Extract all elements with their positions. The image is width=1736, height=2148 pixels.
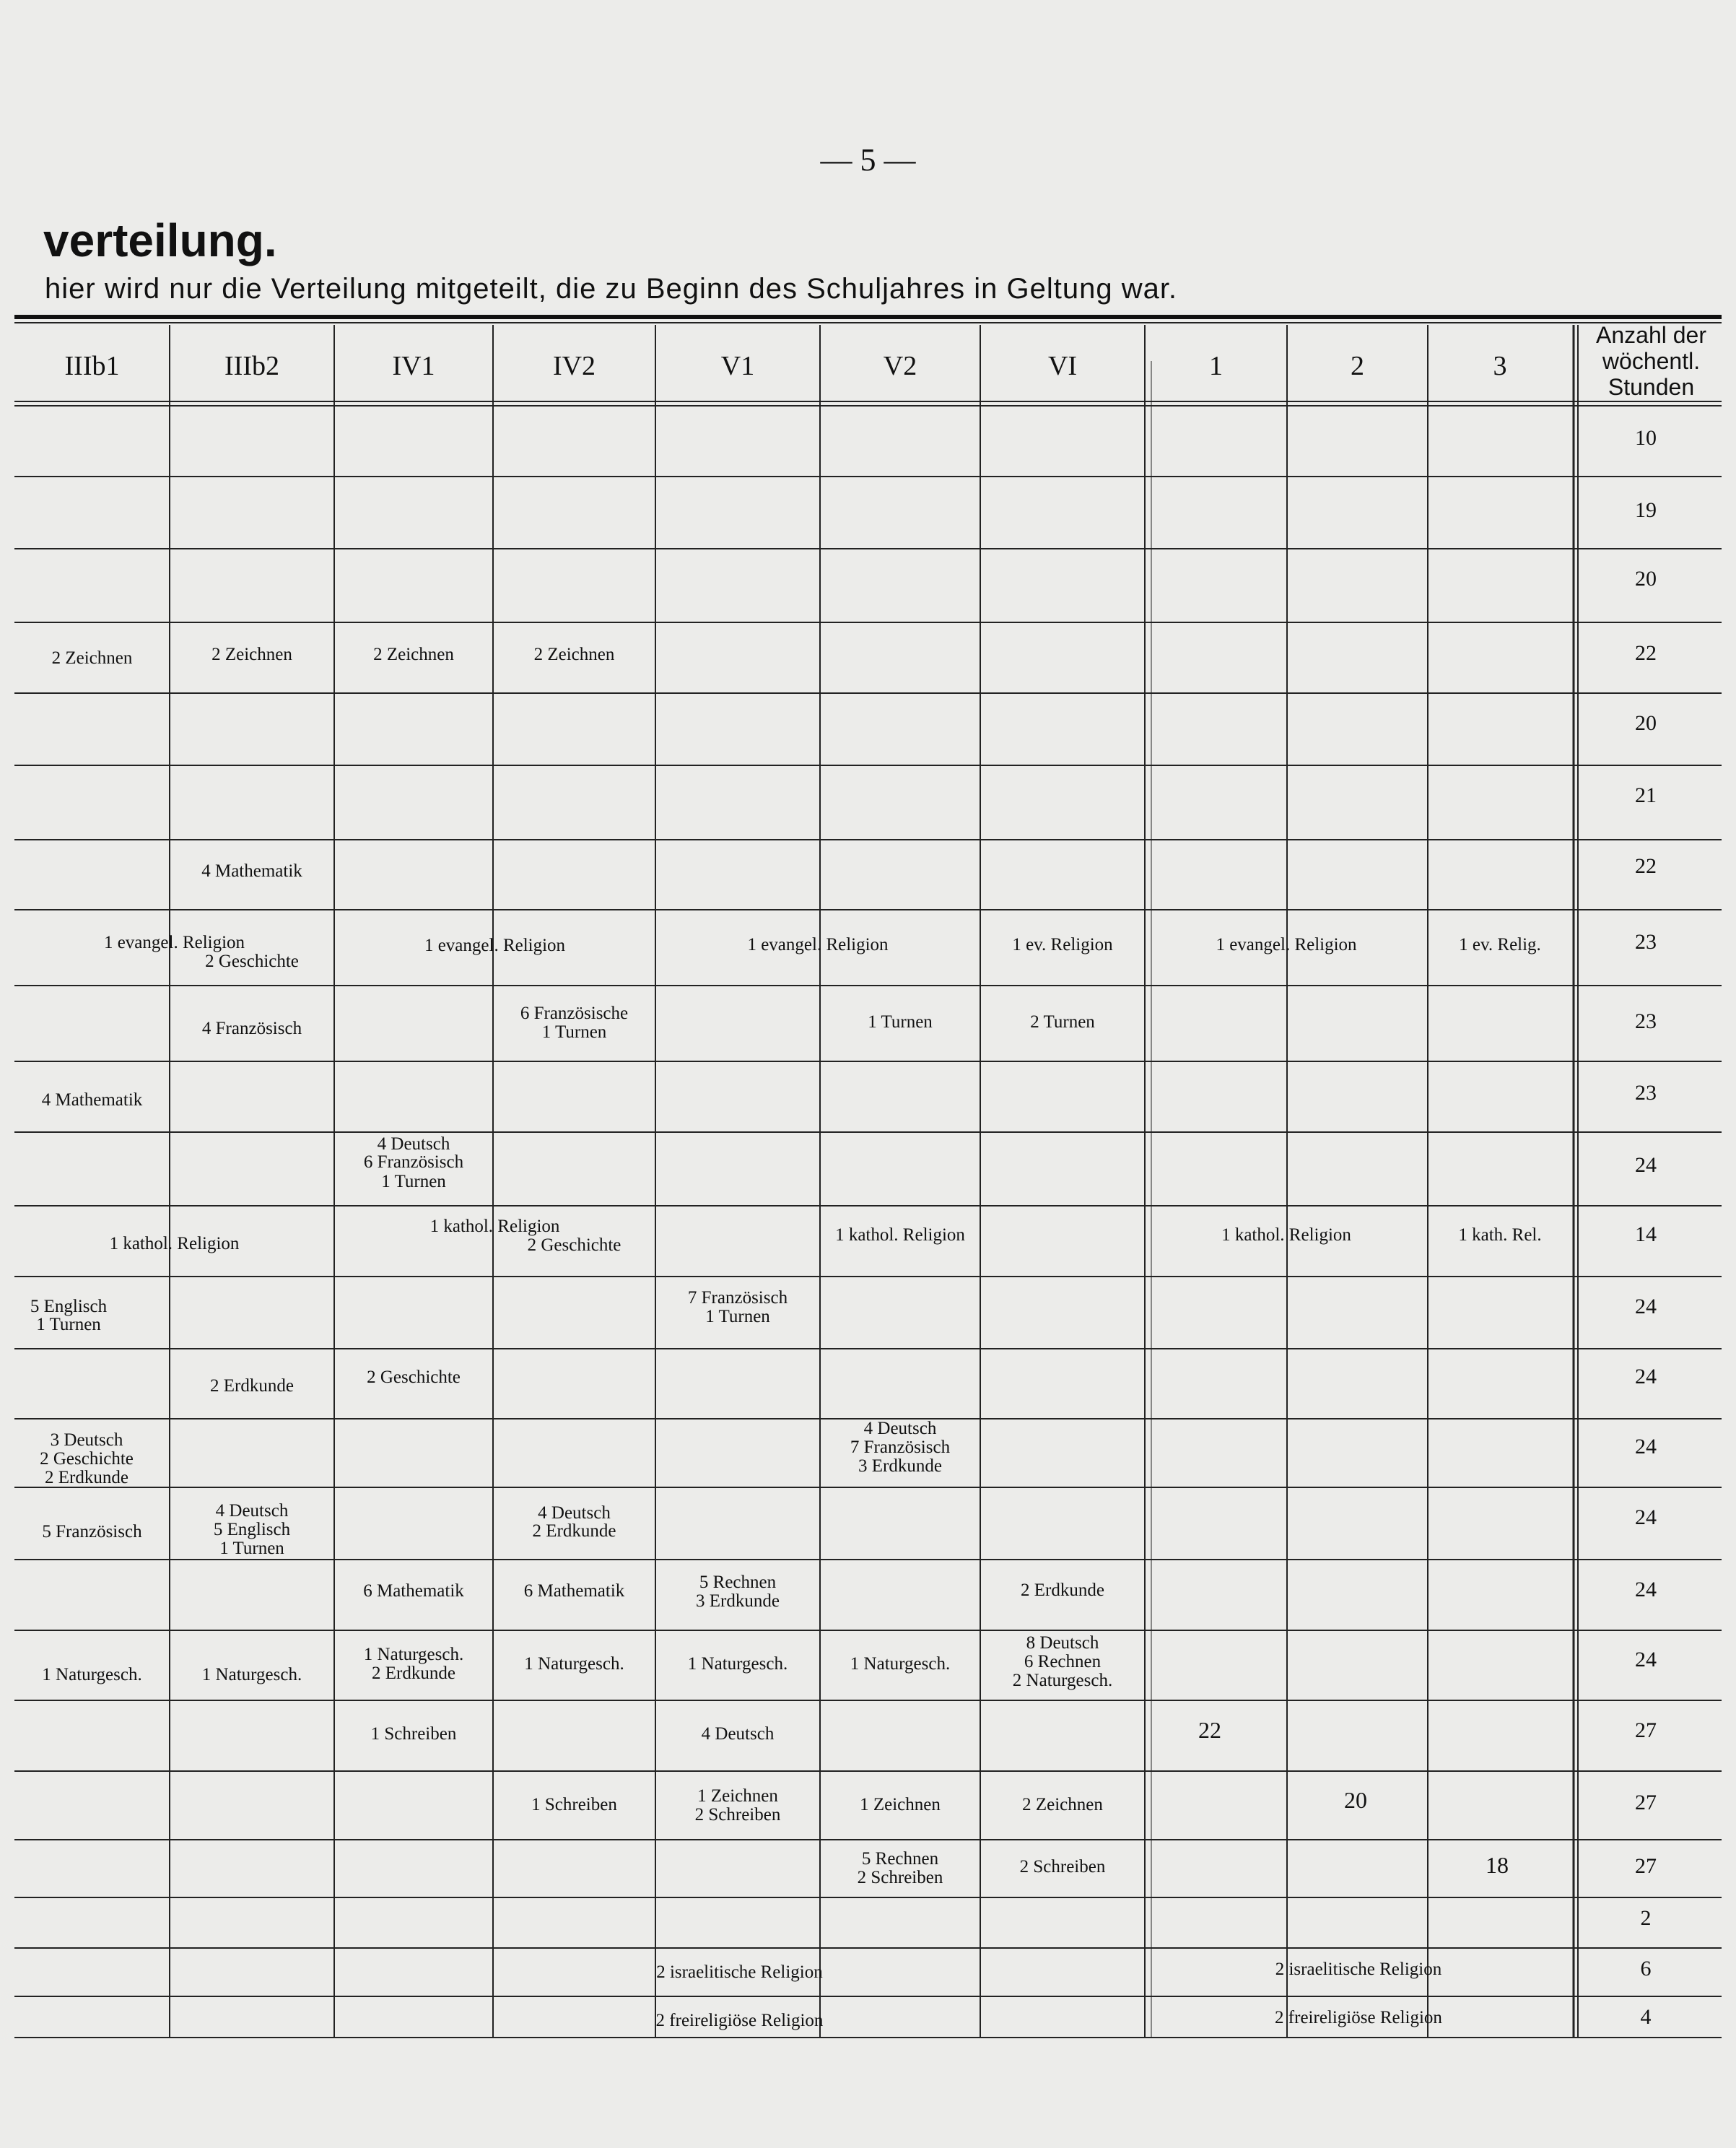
entry-v2-rechnen: 5 Rechnen xyxy=(861,1849,939,1869)
entry-iiib1-naturgesch: 1 Naturgesch. xyxy=(42,1665,142,1684)
entry-iiib-evangel-religion: 1 evangel. Religion xyxy=(103,933,245,952)
entry-iiib2-geschichte: 2 Geschichte xyxy=(205,952,299,971)
entry-iiib1-mathematik: 4 Mathematik xyxy=(41,1090,143,1110)
entry-vi-naturgesch: 2 Naturgesch. xyxy=(1012,1671,1113,1690)
entry-v1-deutsch: 4 Deutsch xyxy=(701,1724,775,1744)
hours-row-8: 23 xyxy=(1635,930,1657,954)
hours-row-2: 19 xyxy=(1635,498,1657,522)
entry-v2-franzoesisch: 7 Französisch xyxy=(850,1438,951,1457)
column-header-1: 1 xyxy=(1209,351,1223,381)
column-header-v2: V2 xyxy=(883,351,917,381)
entry-v-vi-kathol-religion: 1 kathol. Religion xyxy=(835,1225,965,1245)
entry-iiib1-englisch: 5 Englisch xyxy=(30,1297,108,1316)
entry-iv1-franzoesisch: 6 Französisch xyxy=(363,1152,464,1172)
entry-vi-schreiben: 2 Schreiben xyxy=(1019,1857,1106,1877)
entry-iv1-turnen: 1 Turnen xyxy=(381,1172,446,1191)
entry-iv1-geschichte: 2 Geschichte xyxy=(367,1367,461,1387)
entry-v1-zeichnen: 1 Zeichnen xyxy=(697,1786,778,1806)
entry-iv-kathol-religion: 1 kathol. Religion xyxy=(429,1217,560,1236)
hours-row-1: 10 xyxy=(1635,426,1657,450)
column-header-2: 2 xyxy=(1351,351,1364,381)
entry-iv2-geschichte: 2 Geschichte xyxy=(527,1235,621,1255)
entry-v1-franzoesisch: 7 Französisch xyxy=(687,1288,788,1308)
entry-v1-rechnen: 5 Rechnen xyxy=(699,1573,777,1592)
entry-v2-turnen: 1 Turnen xyxy=(868,1012,933,1032)
entry-iv2-deutsch: 4 Deutsch xyxy=(538,1503,611,1523)
entry-vi-rechnen: 6 Rechnen xyxy=(1024,1652,1102,1671)
entry-v2-zeichnen: 1 Zeichnen xyxy=(860,1795,941,1814)
column-header-v1: V1 xyxy=(720,351,755,381)
entry-israelitische-religion-gymnasium: 2 israelitische Religion xyxy=(656,1962,823,1982)
hours-row-16: 24 xyxy=(1635,1505,1657,1529)
entry-iiib2-englisch: 5 Englisch xyxy=(213,1520,291,1539)
page-subtitle: hier wird nur die Verteilung mitgeteilt, die zu Beginn des Schuljahres in Geltung war. xyxy=(45,273,1178,305)
entry-iiib2-mathematik: 4 Mathematik xyxy=(201,861,302,881)
hours-row-17: 24 xyxy=(1635,1578,1657,1601)
entry-iv1-mathematik: 6 Mathematik xyxy=(363,1581,464,1601)
entry-iiib1-franzoesisch: 5 Französisch xyxy=(42,1522,142,1542)
entry-iiib2-zeichnen: 2 Zeichnen xyxy=(211,645,292,664)
entry-iiib2-turnen: 1 Turnen xyxy=(219,1539,284,1558)
column-header-iiib2: IIIb2 xyxy=(224,351,279,381)
column-header-vi: VI xyxy=(1047,351,1078,381)
page-title: verteilung. xyxy=(43,214,277,266)
column-header-3: 3 xyxy=(1493,351,1507,381)
entry-freireligioese-religion-vorschule: 2 freireligiöse Religion xyxy=(1275,2008,1442,2027)
entry-v1-turnen: 1 Turnen xyxy=(705,1307,770,1326)
entry-iv2-franzoesisch: 6 Französische xyxy=(520,1004,629,1023)
entry-iv2-zeichnen: 2 Zeichnen xyxy=(533,645,615,664)
entry-v2-naturgesch: 1 Naturgesch. xyxy=(850,1654,951,1674)
hours-row-4: 22 xyxy=(1635,641,1657,665)
column-header-iv1: IV1 xyxy=(392,351,435,381)
hours-row-23: 6 xyxy=(1640,1957,1652,1980)
hours-row-10: 23 xyxy=(1635,1081,1657,1105)
entry-v1-schreiben: 2 Schreiben xyxy=(694,1805,781,1825)
entry-iv1-schreiben: 1 Schreiben xyxy=(370,1724,457,1744)
hours-row-5: 20 xyxy=(1635,711,1657,735)
entry-vi-turnen: 2 Turnen xyxy=(1030,1012,1095,1032)
entry-iiib1-deutsch: 3 Deutsch xyxy=(50,1430,123,1450)
entry-v1-erdkunde: 3 Erdkunde xyxy=(696,1591,780,1611)
total-column-3: 18 xyxy=(1486,1852,1509,1878)
entry-v2-erdkunde: 3 Erdkunde xyxy=(858,1456,942,1476)
entry-iiib1-turnen: 1 Turnen xyxy=(36,1315,101,1334)
entry-iiib1-erdkunde: 2 Erdkunde xyxy=(45,1468,128,1487)
entry-iv-evangel-religion: 1 evangel. Religion xyxy=(424,936,566,955)
entry-iv2-mathematik: 6 Mathematik xyxy=(523,1581,625,1601)
entry-vi-ev-religion: 1 ev. Religion xyxy=(1012,935,1113,955)
entry-iiib2-deutsch: 4 Deutsch xyxy=(215,1501,289,1521)
entry-iiib2-franzoesisch: 4 Französisch xyxy=(201,1019,302,1038)
hours-row-13: 24 xyxy=(1635,1295,1657,1318)
entry-v2-schreiben: 2 Schreiben xyxy=(857,1868,943,1887)
entry-freireligioese-religion-gymnasium: 2 freireligiöse Religion xyxy=(655,2011,824,2030)
entry-12-kathol-religion: 1 kathol. Religion xyxy=(1221,1225,1351,1245)
hours-row-15: 24 xyxy=(1635,1435,1657,1458)
hours-row-9: 23 xyxy=(1635,1009,1657,1033)
entry-12-evangel-religion: 1 evangel. Religion xyxy=(1216,935,1357,955)
hours-row-21: 27 xyxy=(1635,1854,1657,1878)
entry-iv1-erdkunde: 2 Erdkunde xyxy=(372,1664,455,1683)
entry-iv2-erdkunde: 2 Erdkunde xyxy=(532,1521,616,1541)
hours-row-11: 24 xyxy=(1635,1153,1657,1177)
total-column-2: 20 xyxy=(1344,1787,1367,1813)
hours-row-22: 2 xyxy=(1640,1906,1652,1930)
entry-v1-naturgesch: 1 Naturgesch. xyxy=(687,1654,788,1674)
entry-iiib1-geschichte: 2 Geschichte xyxy=(40,1449,134,1469)
entry-3-ev-relig: 1 ev. Relig. xyxy=(1459,935,1541,955)
entry-vi-erdkunde: 2 Erdkunde xyxy=(1021,1580,1104,1600)
hours-row-14: 24 xyxy=(1635,1365,1657,1388)
entry-v-evangel-religion: 1 evangel. Religion xyxy=(747,935,889,955)
entry-vi-zeichnen: 2 Zeichnen xyxy=(1022,1795,1103,1814)
entry-iiib-kathol-religion: 1 kathol. Religion xyxy=(109,1234,240,1253)
page-number: — 5 — xyxy=(820,142,916,178)
hours-row-7: 22 xyxy=(1635,854,1657,878)
entry-iiib1-zeichnen: 2 Zeichnen xyxy=(51,648,133,668)
entry-v2-deutsch: 4 Deutsch xyxy=(863,1419,937,1438)
hours-column-header: Anzahl der wöchentl. Stunden xyxy=(1596,322,1706,400)
hours-row-3: 20 xyxy=(1635,567,1657,591)
hours-row-19: 27 xyxy=(1635,1718,1657,1742)
entry-iv1-naturgesch: 1 Naturgesch. xyxy=(363,1645,464,1664)
hours-row-24: 4 xyxy=(1640,2005,1652,2029)
entry-iiib2-naturgesch: 1 Naturgesch. xyxy=(201,1665,302,1684)
entry-3-kath-rel: 1 kath. Rel. xyxy=(1458,1225,1542,1245)
entry-vi-deutsch: 8 Deutsch xyxy=(1026,1633,1099,1653)
column-header-iv2: IV2 xyxy=(552,351,596,381)
entry-iv1-deutsch: 4 Deutsch xyxy=(377,1134,450,1154)
entry-iv1-zeichnen: 2 Zeichnen xyxy=(373,645,454,664)
entry-iv2-schreiben: 1 Schreiben xyxy=(531,1795,617,1814)
hours-row-18: 24 xyxy=(1635,1648,1657,1671)
hours-row-6: 21 xyxy=(1635,783,1657,807)
entry-iiib2-erdkunde: 2 Erdkunde xyxy=(210,1376,294,1396)
entry-iv2-turnen: 1 Turnen xyxy=(541,1022,607,1042)
total-column-1: 22 xyxy=(1198,1717,1221,1743)
hours-row-20: 27 xyxy=(1635,1791,1657,1814)
hours-row-12: 14 xyxy=(1635,1222,1657,1246)
entry-israelitische-religion-vorschule: 2 israelitische Religion xyxy=(1275,1960,1442,1979)
column-header-iiib1: IIIb1 xyxy=(64,351,120,381)
entry-iv2-naturgesch: 1 Naturgesch. xyxy=(524,1654,624,1674)
